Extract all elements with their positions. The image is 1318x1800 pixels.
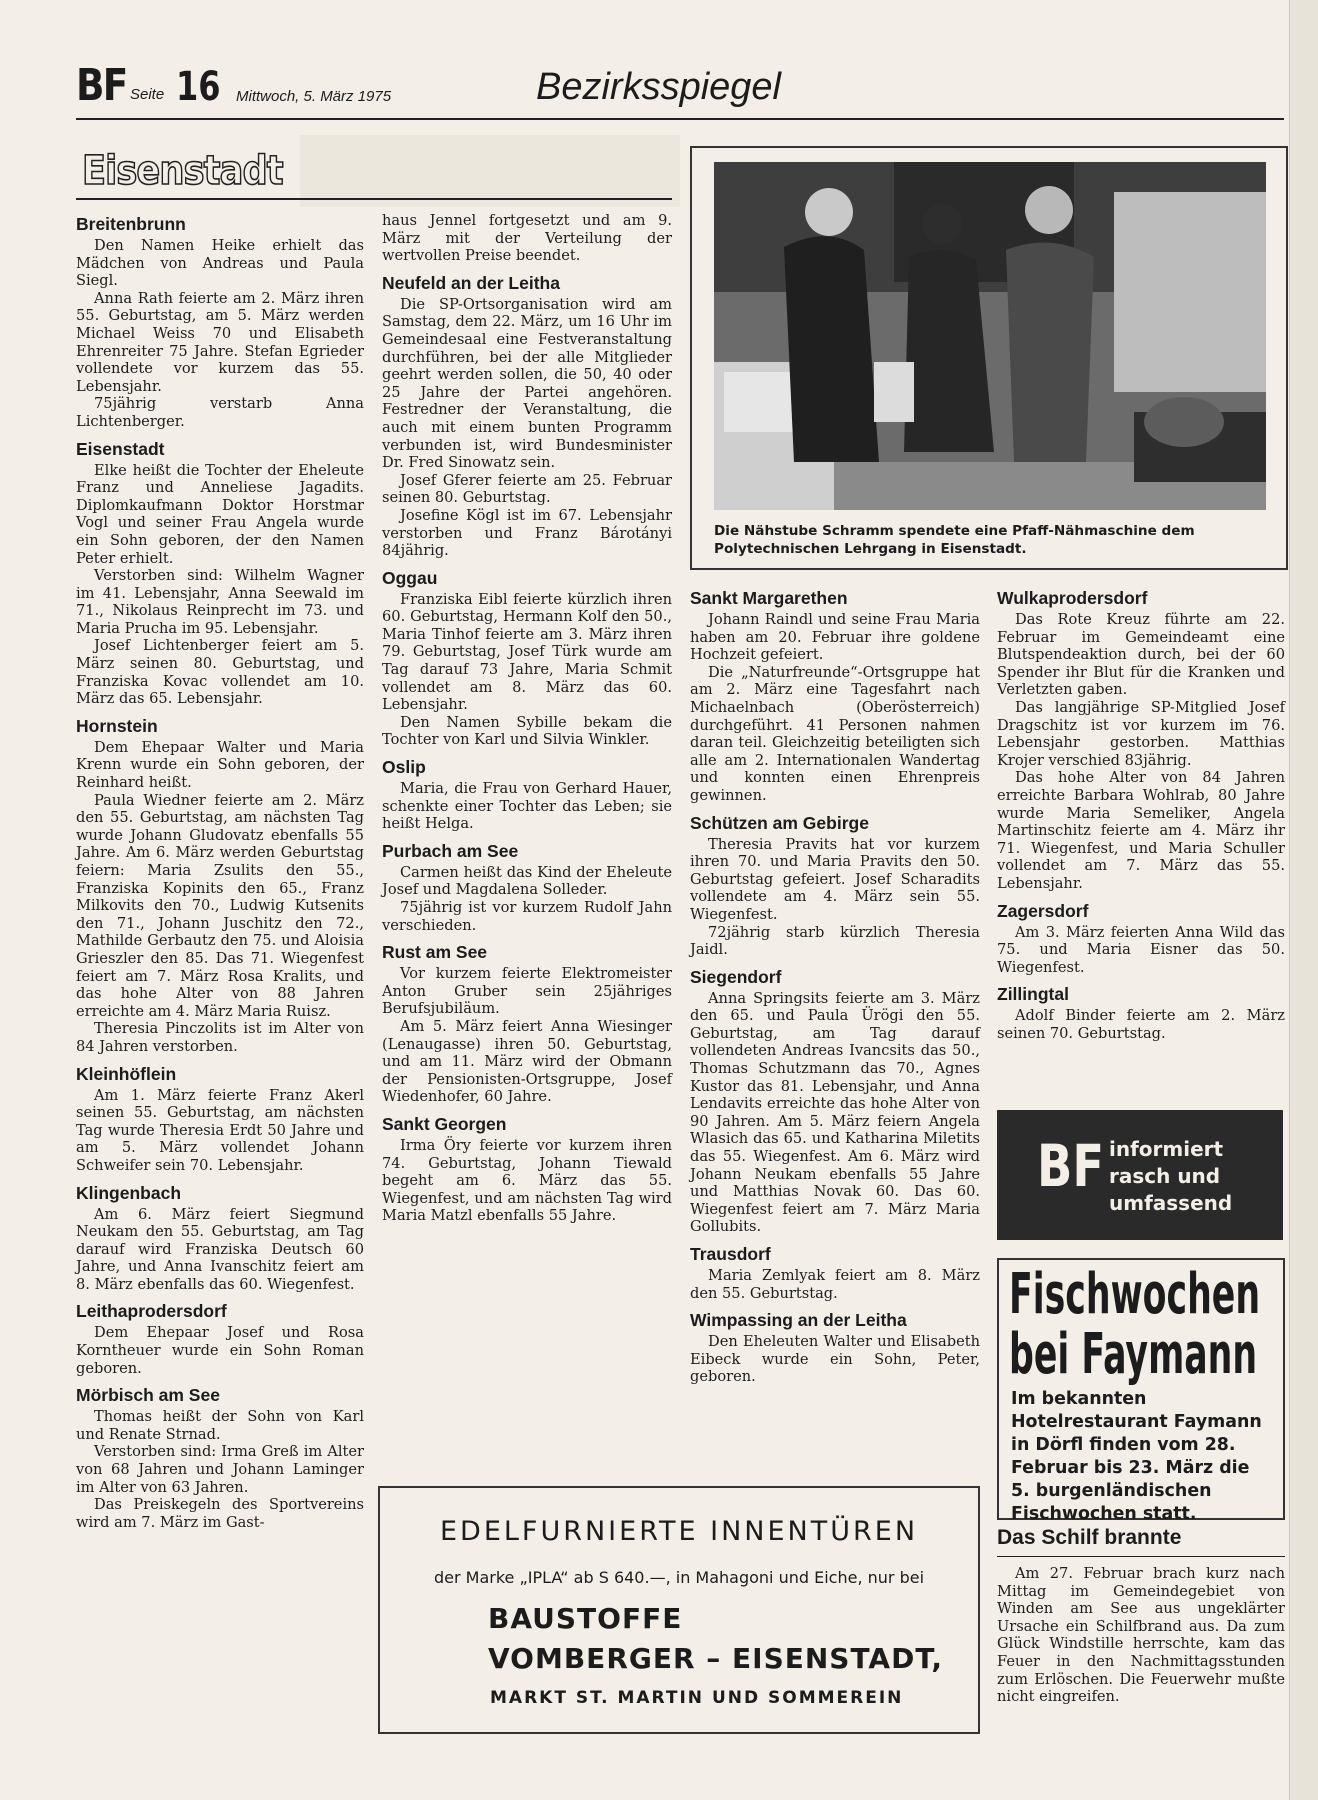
schilf-article — [997, 1526, 1285, 1706]
paragraph: haus Jennel fortgesetzt und am 9. März mit der Verteilung der wertvollen Preise beendet. — [382, 212, 672, 265]
fischwochen-ad — [997, 1258, 1285, 1524]
paragraph: Adolf Binder feierte am 2. März seinen 70. Geburtstag. — [997, 1007, 1285, 1042]
paragraph: 75jährig ist vor kurzem Rudolf Jahn verschieden. — [382, 899, 672, 934]
ad-branches: MARKT ST. MARTIN UND SOMMEREIN — [490, 1688, 904, 1708]
paragraph: Irma Öry feierte vor kurzem ihren 74. Geburtstag, Johann Tiewald begeht am 6. März das 55. Wiegenfest, und am nächsten Tag wird Maria Matzl ebenfalls 55 Jahre. — [382, 1136, 672, 1225]
fisch-title-line1: Fischwochen — [1009, 1262, 1261, 1327]
paragraph: Josef Lichtenberger feiert am 5. März seinen 80. Geburtstag, und Franziska Kovac vollendet am 10. März das 65. Lebensjahr. — [76, 637, 364, 708]
region-shading — [300, 135, 680, 207]
promo-slogan — [1109, 1136, 1232, 1217]
heading-hornstein: Hornstein — [76, 715, 158, 736]
ad-company: BAUSTOFFE — [488, 1602, 683, 1635]
promo-line: rasch und — [1109, 1164, 1221, 1188]
paragraph: Vor kurzem feierte Elektromeister Anton Gruber sein 25jähriges Berufsjubiläum. — [382, 965, 672, 1018]
paragraph: Am 3. März feierten Anna Wild das 75. und Maria Eisner das 50. Wiegenfest. — [997, 923, 1285, 976]
ad-subline: der Marke „IPLA“ ab S 640.—, in Mahagoni und Eiche, nur bei — [433, 1568, 925, 1587]
heading-neufeld: Neufeld an der Leitha — [382, 272, 560, 293]
paragraph: Johann Raindl und seine Frau Maria haben am 20. Februar ihre goldene Hochzeit gefeiert. — [690, 611, 980, 664]
paragraph: Theresia Pravits hat vor kurzem ihren 70. und Maria Pravits den 50. Geburtstag gefeiert. Josef Scharadits vollendete am 4. März sein 55. Wiegenfest. — [690, 835, 980, 923]
paragraph: 75jährig verstarb Anna Lichtenberger. — [76, 395, 364, 430]
paragraph: Das Preiskegeln des Sportvereins wird am 7. März im Gast- — [76, 1496, 364, 1531]
bf-promo-box — [997, 1110, 1283, 1240]
newspaper-logo: BF — [76, 60, 127, 111]
heading-eisenstadt: Eisenstadt — [76, 438, 165, 459]
paragraph: Das langjährige SP-Mitglied Josef Dragschitz ist vor kurzem im 76. Lebensjahr gestorben. Matthias Krojer verschied 83jährig. — [997, 698, 1285, 769]
heading-wulkaprodersdorf: Wulkaprodersdorf — [997, 588, 1148, 608]
paragraph: Josefine Kögl ist im 67. Lebensjahr verstorben und Franz Bárotányi 84jährig. — [382, 506, 672, 560]
photo-illustration — [714, 162, 1266, 510]
heading-klingenbach: Klingenbach — [76, 1182, 182, 1203]
heading-trausdorf: Trausdorf — [690, 1244, 771, 1264]
heading-leithaprodersdorf: Leithaprodersdorf — [76, 1301, 227, 1322]
page-edge — [1289, 0, 1318, 1800]
paragraph: Theresia Pinczolits ist im Alter von 84 Jahren verstorben. — [76, 1020, 364, 1055]
heading-schuetzen: Schützen am Gebirge — [690, 812, 869, 833]
paragraph: Dem Ehepaar Walter und Maria Krenn wurde ein Sohn geboren, der Reinhard heißt. — [76, 738, 364, 792]
paragraph: Verstorben sind: Irma Greß im Alter von 68 Jahren und Johann Laminger im Alter von 63 Jahren. — [76, 1443, 364, 1496]
heading-sankt-margarethen: Sankt Margarethen — [690, 588, 848, 608]
heading-breitenbrunn: Breitenbrunn — [76, 214, 186, 234]
section-title: Bezirksspiegel — [536, 66, 781, 108]
fisch-title-line2: bei Faymann — [1009, 1322, 1258, 1387]
heading-moerbisch: Mörbisch am See — [76, 1385, 220, 1406]
paragraph: Dem Ehepaar Josef und Rosa Korntheuer wurde ein Sohn Roman geboren. — [76, 1324, 364, 1377]
paragraph: Verstorben sind: Wilhelm Wagner im 41. Lebensjahr, Anna Seewald im 71., Nikolaus Reinprecht im 73. und Maria Prucha im 95. Lebensjahr. — [76, 567, 364, 637]
column-2 — [382, 212, 672, 1225]
paragraph: Elke heißt die Tochter der Eheleute Franz und Anneliese Jagadits. Diplomkaufmann Doktor Horstmar Vogl und seiner Frau Angela wurde ein Sohn geboren, der den Namen Peter erhielt. — [76, 461, 364, 567]
paragraph: Carmen heißt das Kind der Eheleute Josef und Magdalena Solleder. — [382, 863, 672, 899]
region-title: Eisenstadt — [82, 148, 283, 194]
fisch-body: Im bekannten Hotelrestaurant Faymann in Dörfl finden vom 28. Februar bis 23. März die 5. burgenländischen Fischwochen statt. — [1011, 1389, 1262, 1524]
baustoffe-ad — [378, 1486, 980, 1734]
ad-headline: EDELFURNIERTE INNENTÜREN — [439, 1516, 919, 1547]
promo-line: informiert — [1109, 1137, 1224, 1161]
paragraph: Franziska Eibl feierte kürzlich ihren 60. Geburtstag, Hermann Kolf den 50., Maria Tinhof feierte am 3. März ihren 79. Geburtstag, Josef Türk wurde am Tag darauf 73 Jahre, Maria Schmit vollendet am 8. März das 60. Lebensjahr. — [382, 590, 672, 714]
paragraph: Am 27. Februar brach kurz nach Mittag im Gemeindegebiet von Winden am See aus ungeklärter Ursache ein Schilfbrand aus. Da zum Glück Windstille herrschte, kam das Feuer in den Nachmittagsstunden zum Erlöschen. Die Feuerwehr mußte nicht eingreifen. — [997, 1565, 1285, 1706]
region-rule — [76, 198, 672, 200]
promo-logo: BF — [1037, 1132, 1105, 1200]
heading-purbach: Purbach am See — [382, 840, 519, 861]
heading-oggau: Oggau — [382, 567, 438, 588]
heading-schilf: Das Schilf brannte — [997, 1526, 1285, 1557]
heading-zillingtal: Zillingtal — [997, 984, 1069, 1005]
paragraph: 72jährig starb kürzlich Theresia Jaidl. — [690, 923, 980, 959]
heading-rust: Rust am See — [382, 942, 488, 963]
paragraph: Josef Gferer feierte am 25. Februar seinen 80. Geburtstag. — [382, 471, 672, 507]
photo-caption: Die Nähstube Schramm spendete eine Pfaff-Nähmaschine dem Polytechnischen Lehrgang in Eisenstadt. — [714, 523, 1195, 557]
page-number: 16 — [176, 64, 221, 110]
paragraph: Anna Rath feierte am 2. März ihren 55. Geburtstag, am 5. März werden Michael Weiss 70 und Elisabeth Ehrenreiter 75 Jahre. Stefan Egrieder vollendete vor kurzem das 55. Lebensjahr. — [76, 289, 364, 395]
paragraph: Am 1. März feierte Franz Akerl seinen 55. Geburtstag, am nächsten Tag wurde Theresia Erdt 50 Jahre und am 5. März vollendet Johann Schweifer sein 70. Lebensjahr. — [76, 1086, 364, 1174]
paragraph: Thomas heißt der Sohn von Karl und Renate Strnad. — [76, 1408, 364, 1443]
paragraph: Am 6. März feiert Siegmund Neukam den 55. Geburtstag, am Tag darauf wird Franziska Deutsch 60 Jahre, und Anna Ivanschitz feiert am 8. März ebenfalls das 60. Wiegenfest. — [76, 1205, 364, 1293]
heading-zagersdorf: Zagersdorf — [997, 900, 1089, 921]
heading-kleinhoeflein: Kleinhöflein — [76, 1063, 177, 1084]
heading-sankt-georgen: Sankt Georgen — [382, 1113, 507, 1134]
heading-siegendorf: Siegendorf — [690, 966, 782, 987]
promo-line: umfassend — [1109, 1191, 1233, 1215]
column-3 — [690, 580, 980, 1386]
heading-wimpassing: Wimpassing an der Leitha — [690, 1310, 907, 1331]
page-label: Seite — [130, 86, 165, 103]
ad-company-location: VOMBERGER – EISENSTADT, — [488, 1642, 944, 1675]
paragraph: Das hohe Alter von 84 Jahren erreichte Barbara Wohlrab, 80 Jahre wurde Maria Semeliker, Angela Martinschitz feierte am 4. März ihr 71. Wiegenfest, und Maria Schuller vollendet am 7. März das 55. Lebensjahr. — [997, 769, 1285, 892]
paragraph: Anna Springsits feierte am 3. März den 65. und Paula Ürögi den 55. Geburtstag, am Tag darauf vollendeten Andreas Ivancsits das 50., Thomas Schutzmann das 70., Agnes Kustor das 81. Lebensjahr, und Anna Lendavits erreichte das hohe Alter von 90 Jahren. Am 5. März feiern Angela Wlasich das 65. und Katharina Miletits das 55. Wiegenfest. Am 6. März wird Johann Neukam ebenfalls 55 Jahre und Matthias Novak 60. Das 60. Wiegenfest feiert am 7. März Maria Gollubits. — [690, 989, 980, 1236]
photo-box — [690, 146, 1288, 570]
paragraph: Am 5. März feiert Anna Wiesinger (Lenaugasse) ihren 50. Geburtstag, und am 11. März wird der Obmann der Pensionisten-Ortsgruppe, Josef Wiedenhofer, 60 Jahre. — [382, 1017, 672, 1106]
paragraph: Den Namen Heike erhielt das Mädchen von Andreas und Paula Siegl. — [76, 237, 364, 290]
paragraph: Den Eheleuten Walter und Elisabeth Eibeck wurde ein Sohn, Peter, geboren. — [690, 1333, 980, 1386]
issue-date: Mittwoch, 5. März 1975 — [236, 88, 392, 105]
masthead — [76, 58, 1284, 120]
paragraph: Den Namen Sybille bekam die Tochter von Karl und Silvia Winkler. — [382, 713, 672, 749]
paragraph: Maria Zemlyak feiert am 8. März den 55. Geburtstag. — [690, 1267, 980, 1302]
news-photo — [714, 162, 1266, 510]
paragraph: Maria, die Frau von Gerhard Hauer, schenkte einer Tochter das Leben; sie heißt Helga. — [382, 780, 672, 833]
heading-oslip: Oslip — [382, 757, 426, 778]
column-1 — [76, 206, 364, 1531]
paragraph: Das Rote Kreuz führte am 22. Februar im Gemeindeamt eine Blutspendeaktion durch, bei der 60 Spender ihr Blut für die Kranken und Verletzten gaben. — [997, 611, 1285, 699]
paragraph: Die SP-Ortsorganisation wird am Samstag, dem 22. März, um 16 Uhr im Gemeindesaal eine Festveranstaltung durchführen, bei der alle Mitglieder geehrt werden sollen, die 50, 40 oder 25 Jahre der Partei angehören. Festredner der Veranstaltung, die auch mit einem bunten Programm verbunden ist, wird Bundesminister Dr. Fred Sinowatz sein. — [382, 295, 672, 472]
paragraph: Die „Naturfreunde“-Ortsgruppe hat am 2. März eine Tagesfahrt nach Michaelnbach (Oberösterreich) durchgeführt. 41 Personen nahmen daran teil. Gleichzeitig beteiligten sich alle am 2. Internationalen Wandertag und konnten einen Ehrenpreis gewinnen. — [690, 663, 980, 804]
paragraph: Paula Wiedner feierte am 2. März den 55. Geburtstag, am nächsten Tag wurde Johann Gludovatz ebenfalls 55 Jahre. Am 6. März werden Geburtstag feiern: Maria Zsulits den 55., Franziska Kopinits den 65., Franz Milkovits den 70., Ludwig Kutsenits den 71., Johann Juschitz den 72., Mathilde Gerbautz den 75. und Aloisia Grieszler den 85. Das 71. Wiegenfest feiert am 7. März Rosa Kralits, und das hohe Alter von 88 Jahren erreichte am 4. März Maria Ruisz. — [76, 791, 364, 1020]
column-4 — [997, 580, 1285, 1042]
